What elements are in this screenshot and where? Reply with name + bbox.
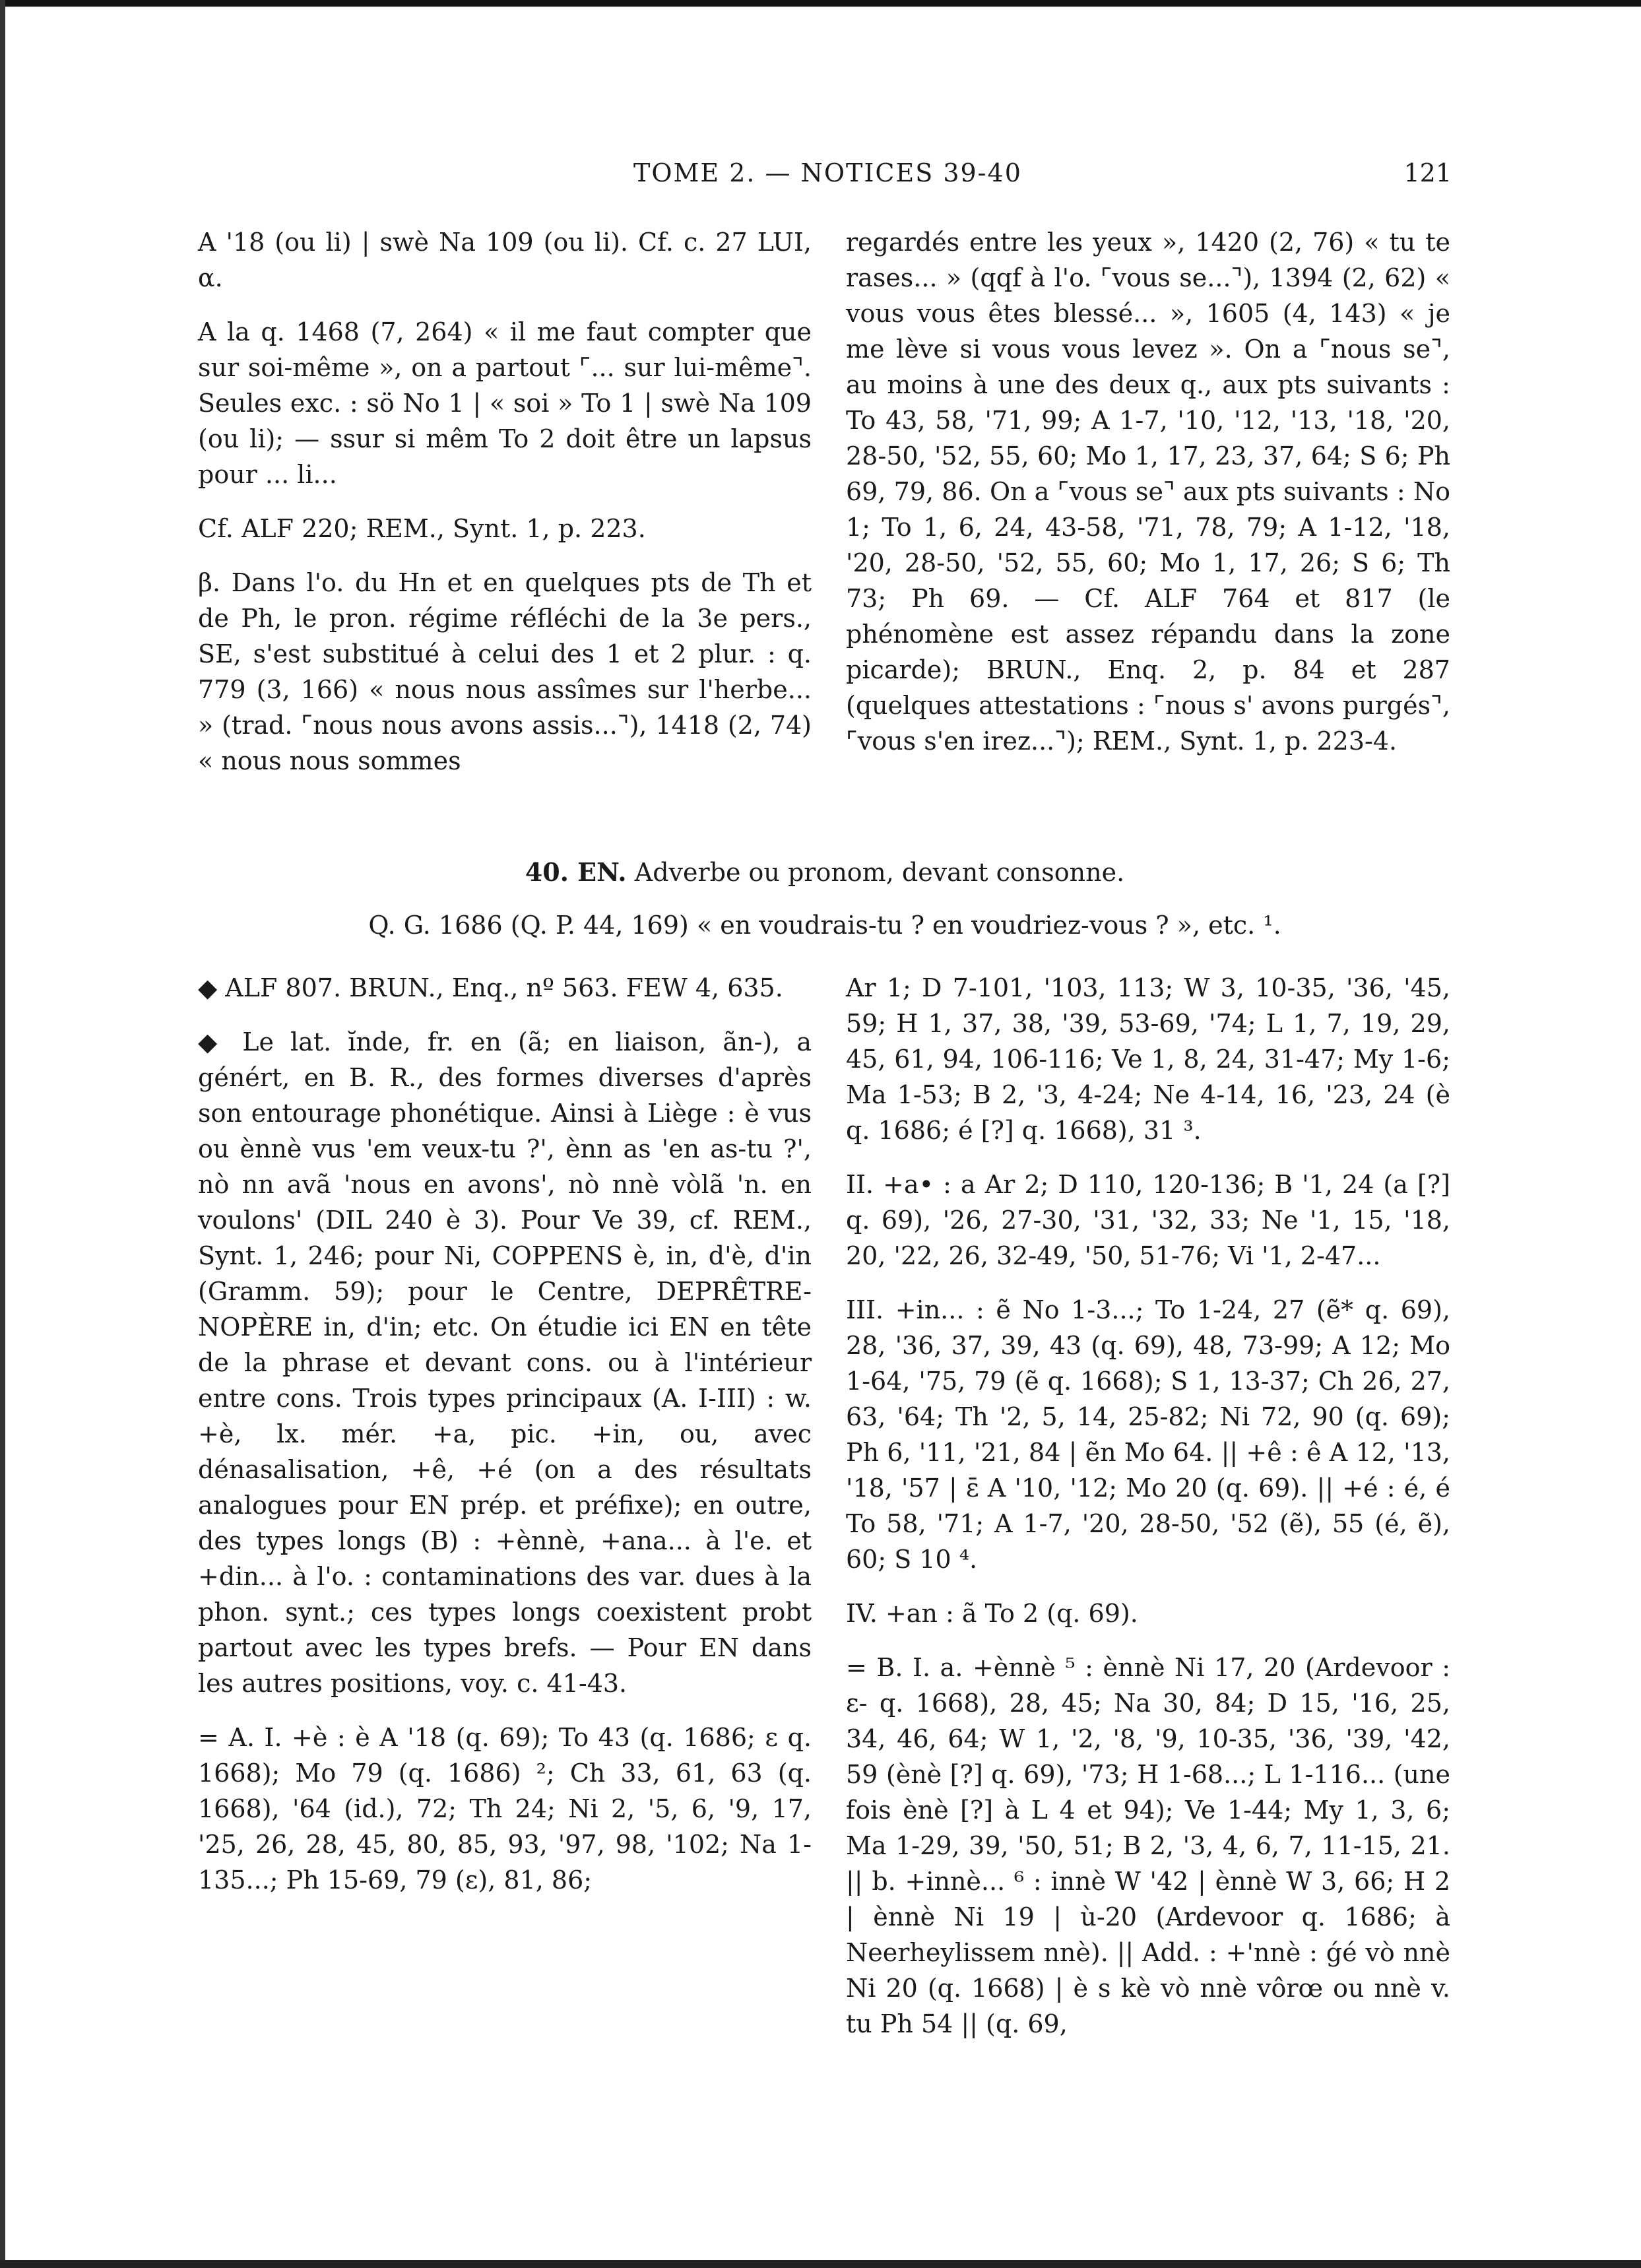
top-right-column: [846, 224, 1450, 777]
entry-question: Q. G. 1686 (Q. P. 44, 169) « en voudrais-tu ? en voudriez-vous ? », etc. ¹.: [368, 911, 1281, 940]
top-left-column: [198, 224, 812, 797]
paragraph: III. +in... : ẽ No 1-3...; To 1-24, 27 (ẽ* q. 69), 28, '36, 37, 39, 43 (q. 69), 48, 73-99; A 12; Mo 1-64, '75, 79 (ẽ q. 1668); S 1, 13-37; Ch 26, 27, 63, '64; Th '2, 5, 14, 25-82; Ni 72, 90 (q. 69); Ph 6, '11, '21, 84 | ẽn Mo 64. || +ê : ê A 12, '13, '18, '57 | ε̄ A '10, '12; Mo 20 (q. 69). || +é : é, é To 58, '71; A 1-7, '20, 28-50, '52 (ẽ), 55 (é, ẽ), 60; S 10 ⁴.: [846, 1295, 1450, 1574]
left-border: [0, 0, 5, 2268]
top-border: [0, 0, 1641, 7]
entry-number: 40. EN.: [525, 857, 627, 887]
paragraph: Cf. ALF 220; REM., Synt. 1, p. 223.: [198, 514, 646, 543]
page-number: 121: [1403, 158, 1452, 187]
running-title: TOME 2. — NOTICES 39-40: [633, 158, 1022, 187]
paragraph: = B. I. a. +ènnè ⁵ : ènnè Ni 17, 20 (Ardevoor : ε- q. 1668), 28, 45; Na 30, 84; D 15, '16, 25, 34, 46, 64; W 1, '2, '8, '9, 10-35, '36, '39, '42, 59 (ènè [?] q. 69), '73; H 1-68...; L 1-116... (une fois ènè [?] à L 4 et 94); Ve 1-44; My 1, 3, 6; Ma 1-29, 39, '50, 51; B 2, '3, 4, 6, 7, 11-15, 21. || b. +innè... ⁶ : innè W '42 | ènnè W 3, 66; H 2 | ènnè Ni 19 | ù-20 (Ardevoor q. 1686; à Neerheylissem nnè). || Add. : +'nnè : ǵé vò nnè Ni 20 (q. 1668) | è s kè vò nnè vôrœ ou nnè v. tu Ph 54 || (q. 69,: [846, 1653, 1450, 2038]
paragraph: β. Dans l'o. du Hn et en quelques pts de Th et de Ph, le pron. régime réfléchi de la 3e pers., SE, s'est substitué à celui des 1 et 2 plur. : q. 779 (3, 166) « nous nous assîmes sur l'herbe... » (trad. ⌜nous nous avons assis...⌝), 1418 (2, 74) « nous nous sommes: [198, 568, 812, 775]
paragraph: A '18 (ou li) | swè Na 109 (ou li). Cf. c. 27 LUI, α.: [198, 228, 812, 292]
paragraph: A la q. 1468 (7, 264) « il me faut compter que sur soi-même », on a partout ⌜... sur lui-même⌝. Seules exc. : sö No 1 | « soi » To 1 | swè Na 109 (ou li); — ssur si mêm To 2 doit être un lapsus pour ... li...: [198, 317, 812, 489]
entry-heading: [198, 855, 1452, 890]
paragraph: regardés entre les yeux », 1420 (2, 76) « tu te rases... » (qqf à l'o. ⌜vous se...⌝), 1394 (2, 62) « vous vous êtes blessé... », 1605 (4, 143) « je me lève si vous vous levez ». On a ⌜nous se⌝, au moins à une des deux q., aux pts suivants : To 43, 58, '71, 99; A 1-7, '10, '12, '13, '18, '20, 28-50, '52, 55, 60; Mo 1, 17, 23, 37, 64; S 6; Ph 69, 79, 86. On a ⌜vous se⌝ aux pts suivants : No 1; To 1, 6, 24, 43-58, '71, 78, 79; A 1-12, '18, '20, 28-50, '52, 55, 60; Mo 1, 17, 26; S 6; Th 73; Ph 69. — Cf. ALF 764 et 817 (le phénomène est assez répandu dans la zone picarde); BRUN., Enq. 2, p. 84 et 287 (quelques attestations : ⌜nous s' avons purgés⌝, ⌜vous s'en irez...⌝); REM., Synt. 1, p. 223-4.: [846, 228, 1450, 756]
paragraph: ◆ Le lat. ĭnde, fr. en (ã; en liaison, ãn-), a génért, en B. R., des formes diverses d'après son entourage phonétique. Ainsi à Liège : è vus ou ènnè vus 'em veux-tu ?', ènn as 'en as-tu ?', nò nn avã 'nous en avons', nò nnè vòlã 'n. en voulons' (DIL 240 è 3). Pour Ve 39, cf. REM., Synt. 1, 246; pour Ni, COPPENS è, in, d'è, d'in (Gramm. 59); pour le Centre, DEPRÊTRE-NOPÈRE in, d'in; etc. On étudie ici EN en tête de la phrase et devant cons. ou à l'intérieur entre cons. Trois types principaux (A. I-III) : w. +è, lx. mér. +a, pic. +in, ou, avec dénasalisation, +ê, +é (on a des résultats analogues pour EN prép. et préfixe); en outre, des types longs (B) : +ènnè, +ana... à l'e. et +din... à l'o. : contaminations des var. dues à la phon. synt.; ces types longs coexistent probt partout avec les types brefs. — Pour EN dans les autres positions, voy. c. 41-43.: [198, 1027, 812, 1698]
bottom-right-column: [846, 970, 1450, 2060]
paragraph: ◆ ALF 807. BRUN., Enq., nº 563. FEW 4, 635.: [198, 973, 783, 1002]
page-header: [198, 158, 1452, 198]
paragraph: II. +a• : a Ar 2; D 110, 120-136; B '1, 24 (a [?] q. 69), '26, 27-30, '31, '32, 33; Ne '1, 15, '18, 20, '22, 26, 32-49, '50, 51-76; Vi '1, 2-47...: [846, 1170, 1450, 1270]
entry-definition: Adverbe ou pronom, devant consonne.: [634, 858, 1125, 887]
bottom-border: [0, 2260, 1641, 2268]
paragraph: = A. I. +è : è A '18 (q. 69); To 43 (q. 1686; ε q. 1668); Mo 79 (q. 1686) ²; Ch 33, 61, 63 (q. 1668), '64 (id.), 72; Th 24; Ni 2, '5, 6, '9, 17, '25, 26, 28, 45, 80, 85, 93, '97, 98, '102; Na 1-135...; Ph 15-69, 79 (ε), 81, 86;: [198, 1723, 812, 1895]
paragraph: IV. +an : ã To 2 (q. 69).: [846, 1599, 1138, 1628]
paragraph: Ar 1; D 7-101, '103, 113; W 3, 10-35, '36, '45, 59; H 1, 37, 38, '39, 53-69, '74; L 1, 7, 19, 29, 45, 61, 94, 106-116; Ve 1, 8, 24, 31-47; My 1-6; Ma 1-53; B 2, '3, 4-24; Ne 4-14, 16, '23, 24 (è q. 1686; é [?] q. 1668), 31 ³.: [846, 973, 1450, 1145]
bottom-left-column: [198, 970, 812, 1916]
